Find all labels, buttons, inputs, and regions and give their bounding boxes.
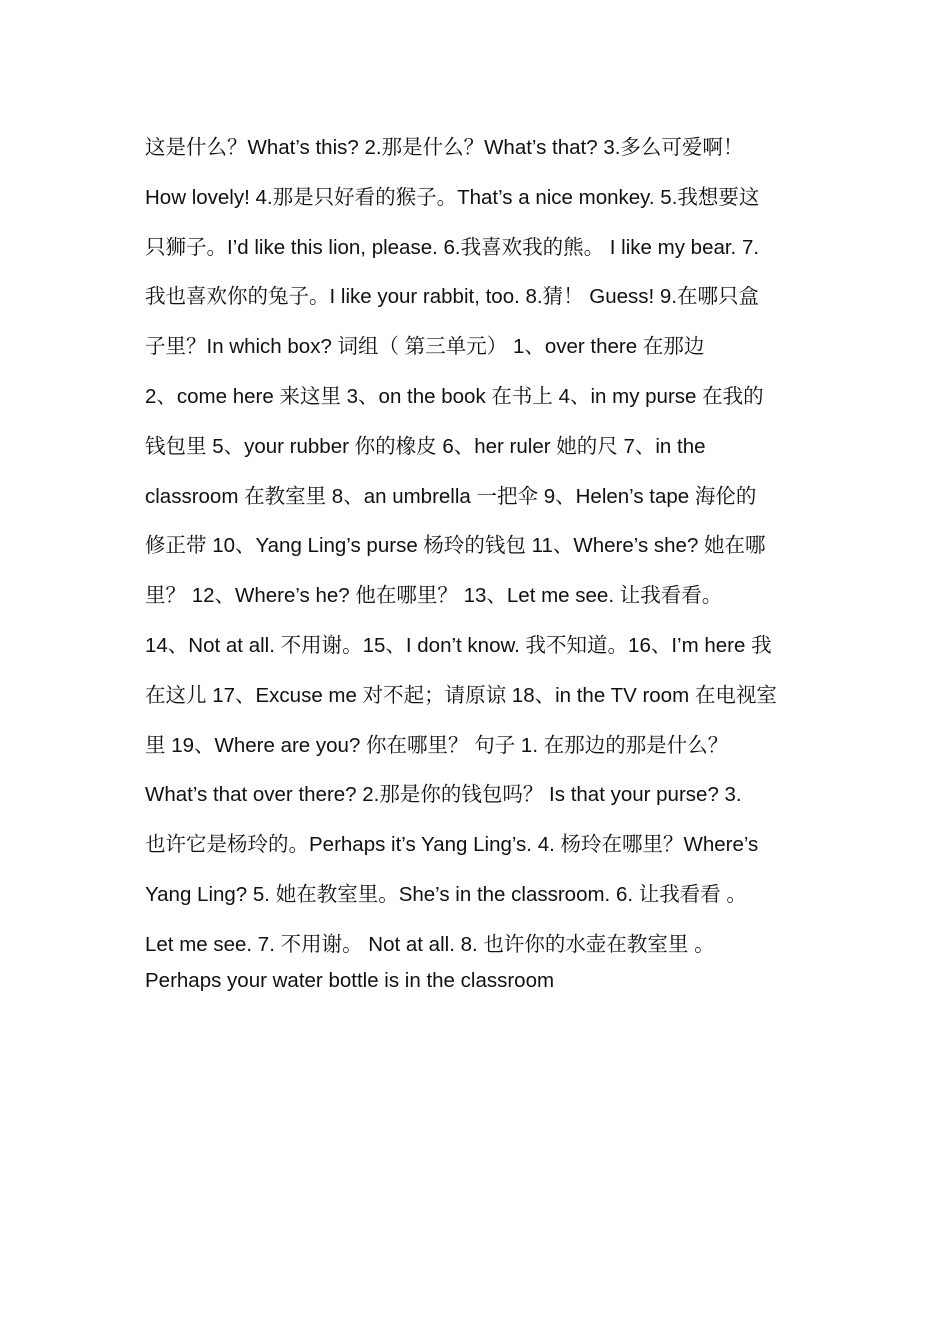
text-line-2: How lovely! 4.那是只好看的猴子。That’s a nice monkey. 5.我想要这 bbox=[145, 185, 760, 209]
text-line-8: classroom 在教室里 8、an umbrella 一把伞 9、Helen’s tape 海伦的 bbox=[145, 484, 757, 508]
text-line-16: Yang Ling? 5. 她在教室里。She’s in the classroom. 6. 让我看看 。 bbox=[145, 882, 747, 906]
text-line-7: 钱包里 5、your rubber 你的橡皮 6、her ruler 她的尺 7、in the bbox=[145, 434, 706, 458]
text-line-6: 2、come here 来这里 3、on the book 在书上 4、in my purse 在我的 bbox=[145, 384, 764, 408]
text-line-13: 里 19、Where are you? 你在哪里？ 句子 1. 在那边的那是什么？ bbox=[145, 733, 729, 757]
text-line-11: 14、Not at all. 不用谢。15、I don’t know. 我不知道。16、I’m here 我 bbox=[145, 633, 772, 657]
text-line-10: 里？ 12、Where’s he? 他在哪里？ 13、Let me see. 让我看看。 bbox=[145, 584, 723, 608]
text-line-9: 修正带 10、Yang Ling’s purse 杨玲的钱包 11、Where’s she? 她在哪 bbox=[145, 534, 766, 558]
text-line-12: 在这儿 17、Excuse me 对不起；请原谅 18、in the TV room 在电视室 bbox=[145, 683, 777, 707]
text-line-17: Let me see. 7. 不用谢。 Not at all. 8. 也许你的水壶在教室里 。 bbox=[145, 932, 715, 956]
text-line-3: 只狮子。I’d like this lion, please. 6.我喜欢我的熊。 I like my bear. 7. bbox=[145, 235, 760, 259]
text-line-14: What’s that over there? 2.那是你的钱包吗？ Is that your purse? 3. bbox=[145, 783, 742, 807]
document-body bbox=[145, 128, 810, 1011]
text-line-15: 也许它是杨玲的。Perhaps it’s Yang Ling’s. 4. 杨玲在哪里？Where’s bbox=[145, 833, 759, 857]
text-line-1: 这是什么？What’s this? 2.那是什么？What’s that? 3.多么可爱啊！ bbox=[145, 136, 744, 159]
text-line-18: Perhaps your water bottle is in the classroom bbox=[145, 968, 555, 992]
text-line-5: 子里？In which box? 词组（ 第三单元） 1、over there 在那边 bbox=[145, 335, 705, 359]
text-line-4: 我也喜欢你的兔子。I like your rabbit, too. 8.猜！ Guess! 9.在哪只盒 bbox=[145, 285, 760, 309]
